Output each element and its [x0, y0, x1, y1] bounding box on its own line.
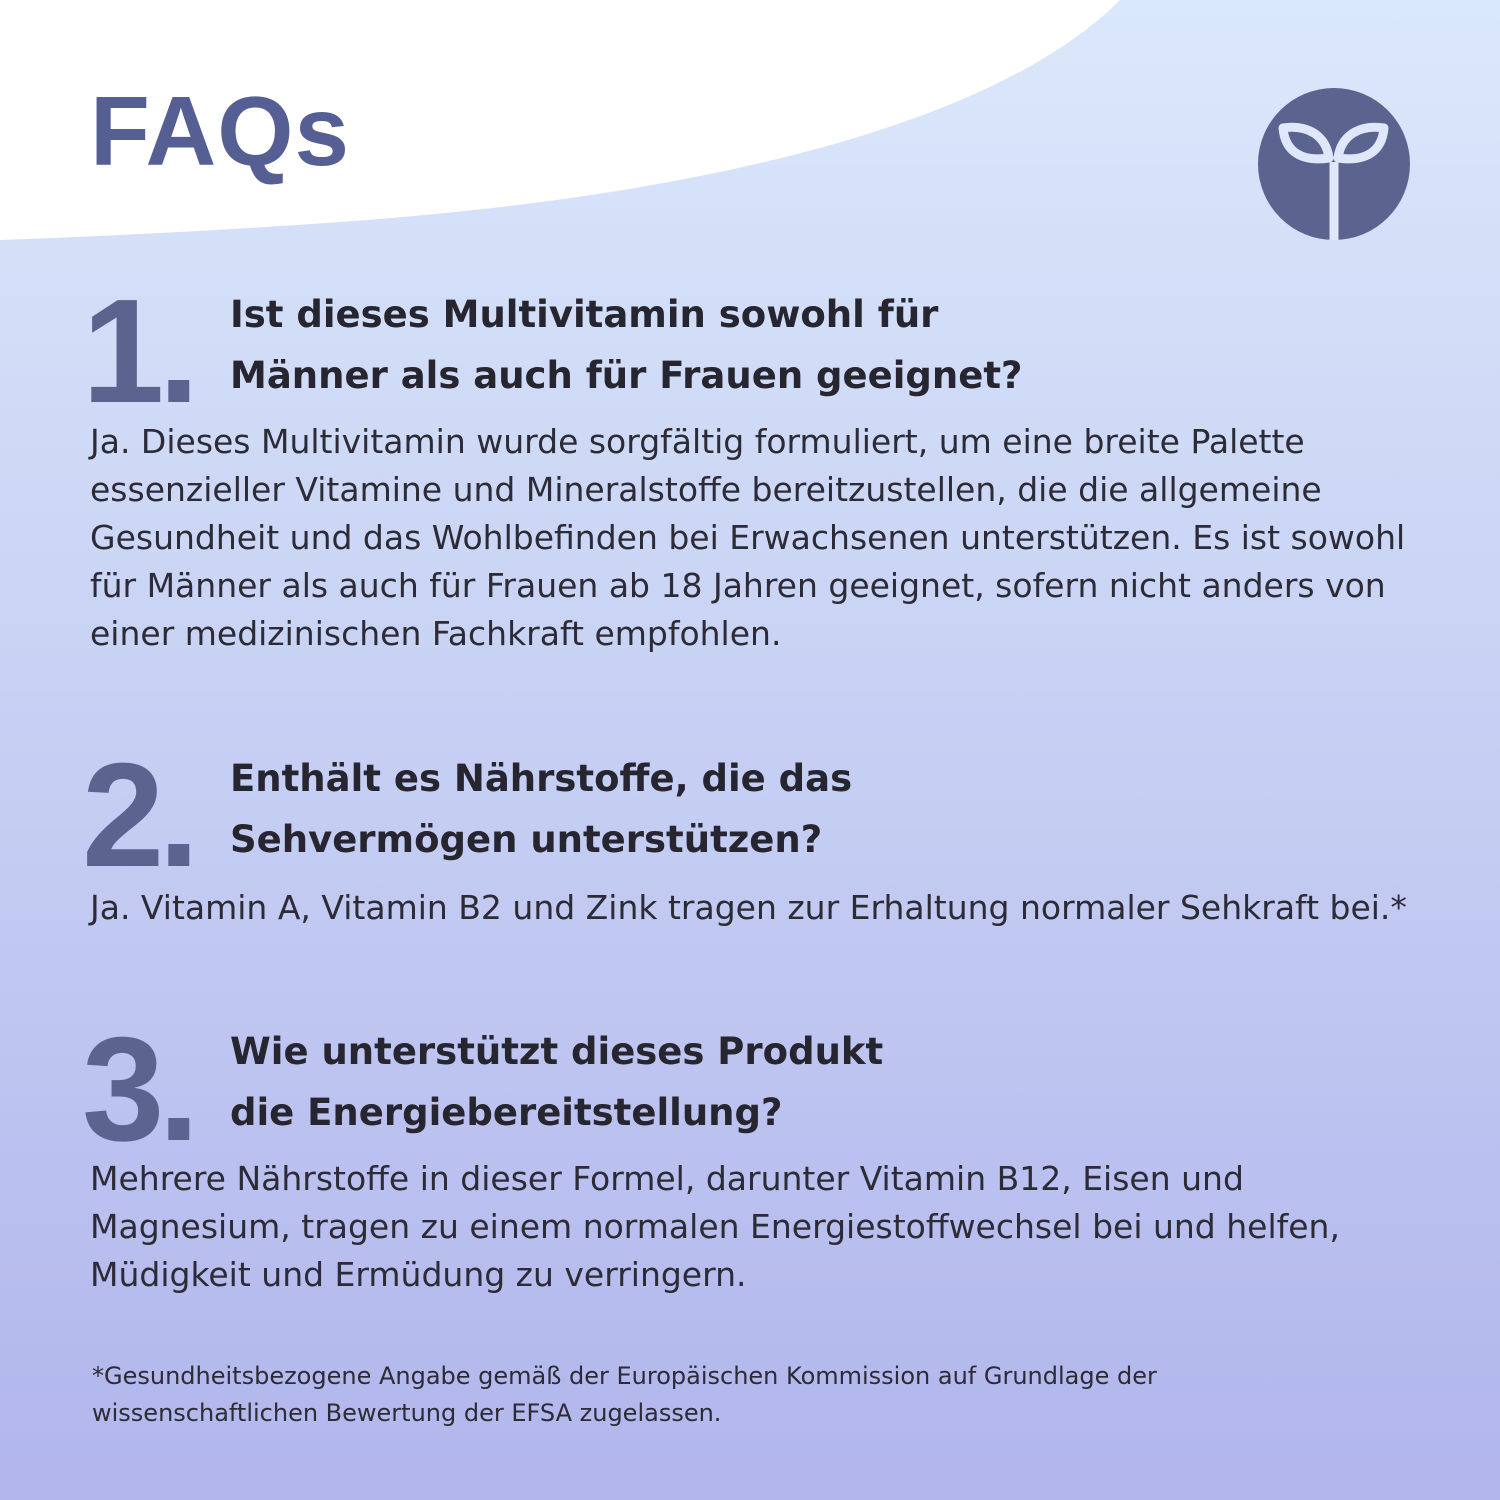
faq-question: Enthält es Nährstoffe, die das Sehvermögen unterstützen?: [230, 757, 853, 861]
page-title: FAQs: [90, 76, 350, 186]
faq-question: Wie unterstützt dieses Produkt die Energiebereitstellung?: [230, 1030, 884, 1134]
faq-answer: Mehrere Nährstoffe in dieser Formel, darunter Vitamin B12, Eisen und Magnesium, tragen zu einem normalen Energiestoffwechsel bei und helfen, Müdigkeit und Ermüdung zu verringern.: [90, 1159, 1340, 1294]
faq-number: 2.: [82, 733, 194, 898]
faq-question: Ist dieses Multivitamin sowohl für Männer als auch für Frauen geeignet?: [230, 293, 1023, 397]
faq-number: 3.: [82, 1007, 194, 1172]
faq-answer: Ja. Dieses Multivitamin wurde sorgfältig formuliert, um eine breite Palette essenzieller Vitamine und Mineralstoffe bereitzustellen, die die allgemeine Gesundheit und das Wohlbefinden bei Erwachsenen unterstützen. Es ist sowohl für Männer als auch für Frauen ab 18 Jahren geeignet, sofern nicht anders von einer medizinischen Fachkraft empfohlen.: [90, 422, 1406, 653]
footnote: *Gesundheitsbezogene Angabe gemäß der Europäischen Kommission auf Grundlage der wissenschaftlichen Bewertung der EFSA zugelassen.: [92, 1362, 1157, 1427]
sprout-leaf-icon: [1258, 88, 1410, 240]
faq-answer: Ja. Vitamin A, Vitamin B2 und Zink tragen zur Erhaltung normaler Sehkraft bei.*: [90, 888, 1407, 927]
faq-number: 1.: [82, 269, 194, 434]
